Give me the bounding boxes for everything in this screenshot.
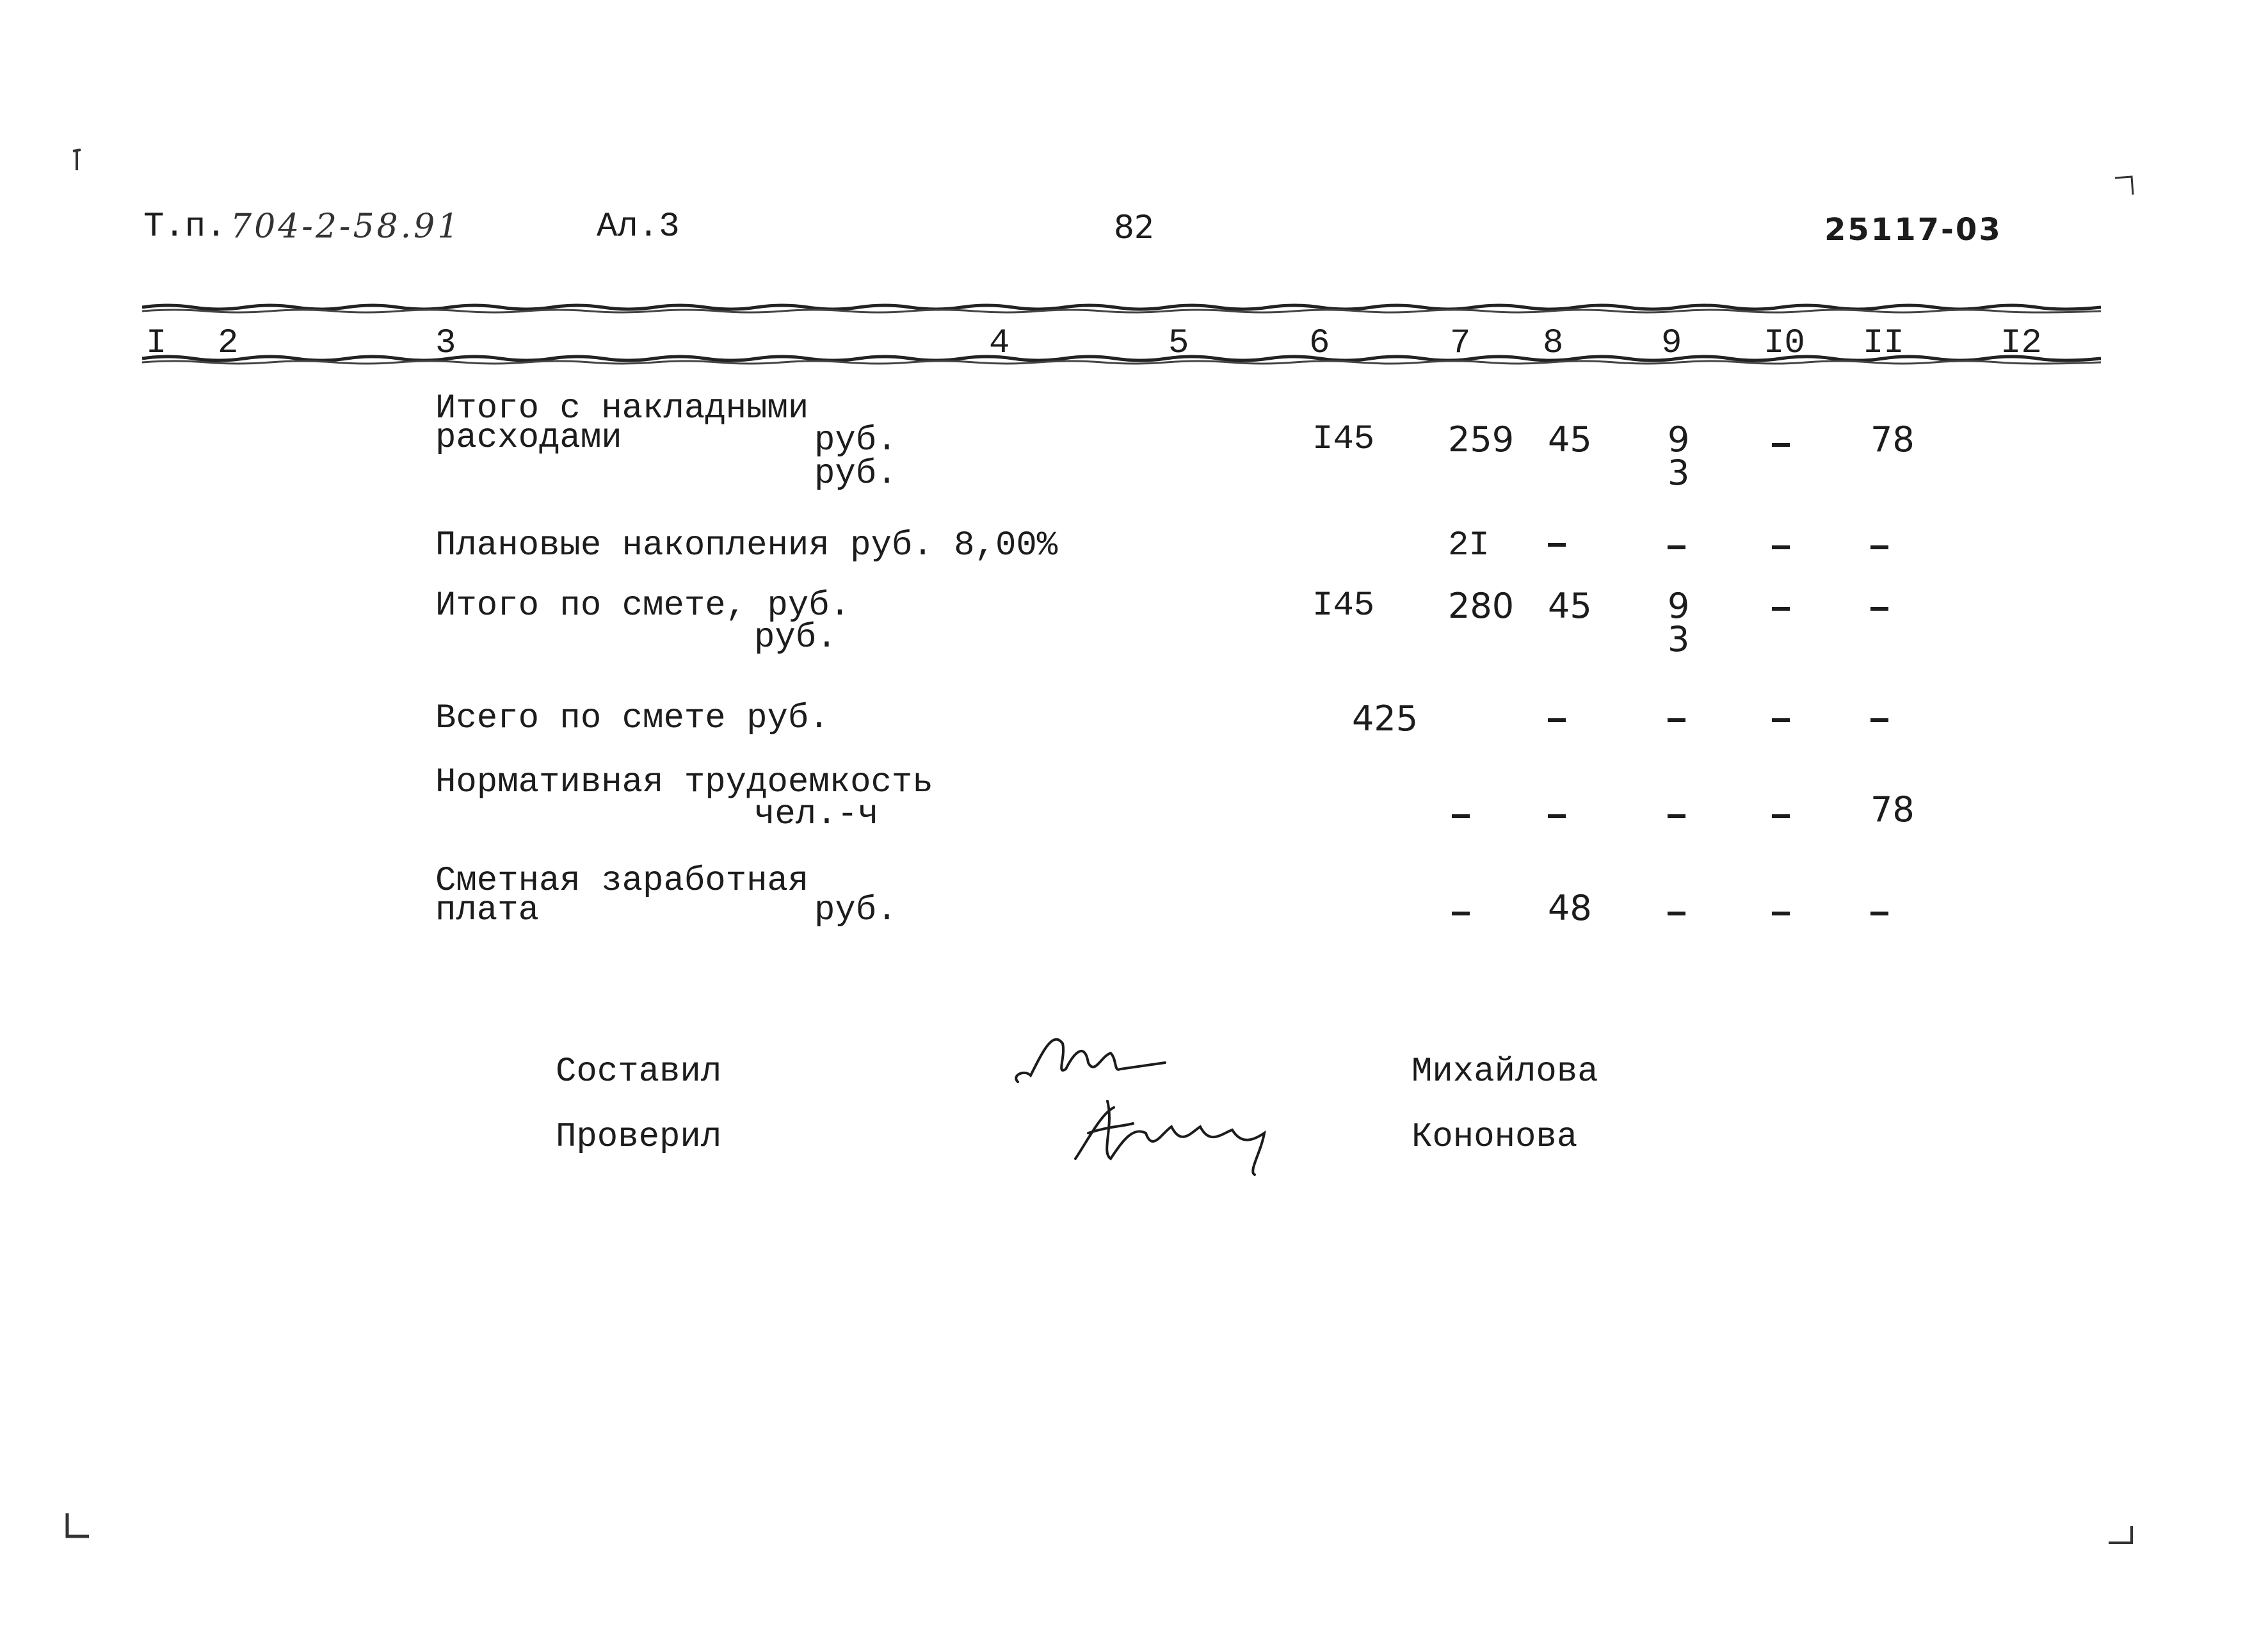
album-number: Ал.3 [597,207,680,246]
column-9: 9 [1661,324,1682,363]
row6-col9-dash [1668,912,1685,915]
signature-checked [1063,1088,1319,1178]
header-rule-top [142,301,2101,314]
row4-col8-dash [1548,718,1566,722]
row4-col9-dash [1668,718,1685,722]
column-6: 6 [1309,324,1330,363]
row3-col7: 280 [1448,586,1515,626]
row2-col10-dash [1772,545,1790,549]
row2-col11-dash [1870,545,1888,549]
checked-label: Проверил [556,1118,722,1157]
row6-col8: 48 [1548,888,1592,928]
row5-col10-dash [1772,814,1790,818]
row6-col11-dash [1870,912,1888,915]
row3-col6: I45 [1312,586,1375,625]
row3-label: Итого по смете, руб. [435,586,851,625]
column-2: 2 [218,324,239,363]
row3-unit-2: руб. [754,618,837,657]
row2-label: Плановые накопления руб. 8,00% [435,526,1058,565]
column-7: 7 [1450,324,1471,363]
column-5: 5 [1168,324,1189,363]
row5-col8-dash [1548,814,1566,818]
row1-col11: 78 [1870,419,1915,460]
row5-label-line2: чел.-ч [754,795,879,834]
row3-col9-top: 9 [1668,586,1690,626]
row6-label-line1: Сметная заработная [435,862,809,901]
column-3: 3 [435,324,456,363]
row3-col11-dash [1870,607,1888,611]
row1-col9-top: 9 [1668,419,1690,460]
row4-total: 425 [1352,698,1419,739]
column-12: I2 [2000,324,2042,363]
row2-col8-dash [1548,543,1566,547]
row1-col6: I45 [1312,420,1375,459]
header-rule-bottom [142,353,2101,366]
row6-col7-dash [1452,912,1470,915]
row4-col10-dash [1772,718,1790,722]
column-10: I0 [1764,324,1805,363]
corner-mark-top-right [2112,173,2138,198]
row2-col7: 2I [1448,526,1490,565]
compiled-label: Составил [556,1052,722,1091]
row1-label-line2: расходами [435,419,622,458]
column-8: 8 [1543,324,1564,363]
row1-label-line1: Итого с накладными [435,389,809,428]
row5-col11: 78 [1870,789,1915,830]
column-11: II [1863,324,1904,363]
compiled-name: Михайлова [1411,1052,1598,1091]
checked-name: Кононова [1411,1118,1578,1157]
row1-col8: 45 [1548,419,1592,460]
column-4: 4 [989,324,1010,363]
row1-unit-1: руб. [814,421,897,460]
corner-mark-top-left [70,147,83,173]
row4-label: Всего по смете руб. [435,699,830,738]
row6-unit: руб. [814,891,897,930]
row5-col7-dash [1452,814,1470,818]
row6-col10-dash [1772,912,1790,915]
row3-col9-bottom: 3 [1668,619,1690,659]
corner-mark-bottom-left [61,1511,93,1543]
row6-label-line2: плата [435,891,540,930]
row3-col8: 45 [1548,586,1592,626]
column-1: I [146,324,167,363]
document-code: 25117-03 [1824,212,2002,248]
row1-col7: 259 [1448,419,1515,460]
project-label: Т.п. [143,207,227,246]
page-number: 82 [1114,209,1155,246]
row5-label-line1: Нормативная трудоемкость [435,763,933,802]
project-number: 704-2-58.91 [230,207,462,246]
corner-mark-bottom-right [2106,1524,2138,1549]
row3-col10-dash [1772,607,1790,611]
row1-col9-bottom: 3 [1668,453,1690,493]
row4-col11-dash [1870,718,1888,722]
row2-col9-dash [1668,545,1685,549]
row1-col10-dash [1772,443,1790,447]
row1-unit-2: руб. [814,455,897,494]
row5-col9-dash [1668,814,1685,818]
